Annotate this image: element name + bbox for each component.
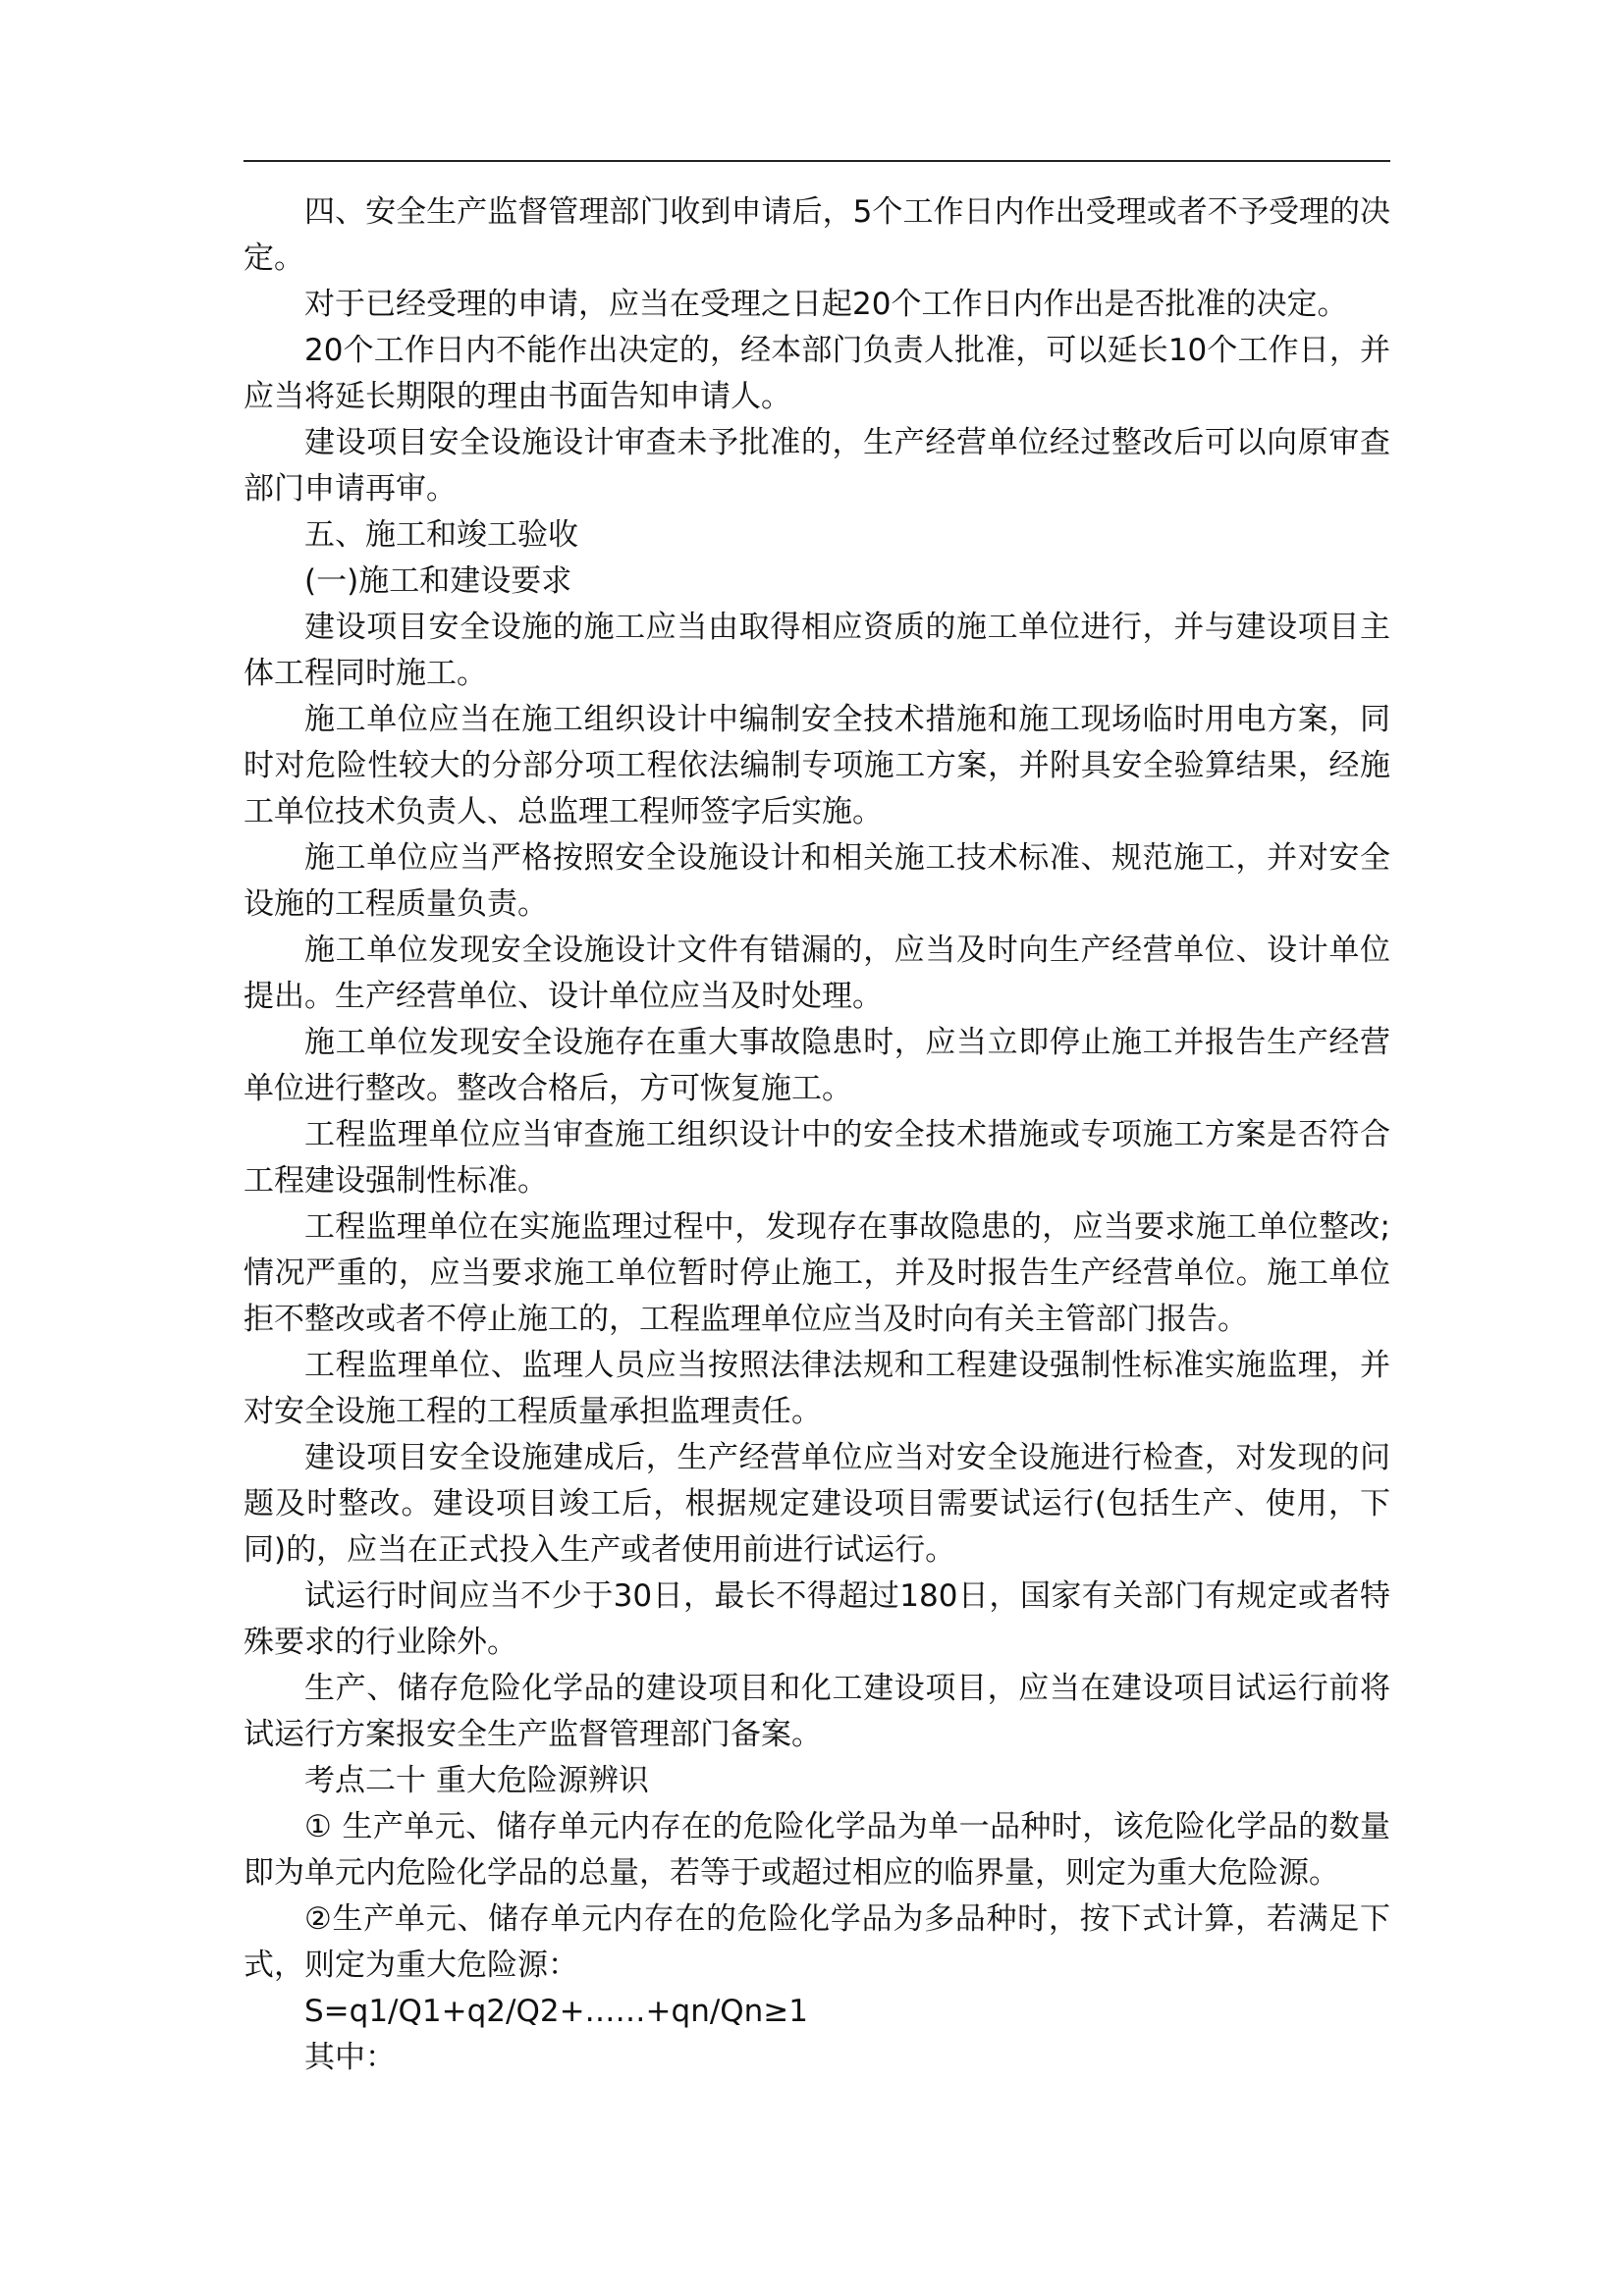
header-rule (244, 160, 1390, 162)
paragraph: 试运行时间应当不少于30日，最长不得超过180日，国家有关部门有规定或者特殊要求的行业除外。 (244, 1578, 1390, 1660)
paragraph: 施工单位应当在施工组织设计中编制安全技术措施和施工现场临时用电方案，同时对危险性较大的分部分项工程依法编制专项施工方案，并附具安全验算结果，经施工单位技术负责人、总监理工程师签字后实施。 (244, 702, 1390, 829)
paragraph: 工程监理单位在实施监理过程中，发现存在事故隐患的，应当要求施工单位整改;情况严重的，应当要求施工单位暂时停止施工，并及时报告生产经营单位。施工单位拒不整改或者不停止施工的，工程监理单位应当及时向有关主管部门报告。 (244, 1209, 1390, 1337)
topic-heading: 考点二十 重大危险源辨识 (304, 1763, 649, 1798)
document-body (244, 189, 1390, 2081)
paragraph: 建设项目安全设施设计审查未予批准的，生产经营单位经过整改后可以向原审查部门申请再审。 (244, 425, 1390, 507)
paragraph: 四、安全生产监督管理部门收到申请后，5个工作日内作出受理或者不予受理的决定。 (244, 194, 1390, 276)
subsection-heading: (一)施工和建设要求 (304, 563, 572, 599)
paragraph: 施工单位发现安全设施设计文件有错漏的，应当及时向生产经营单位、设计单位提出。生产经营单位、设计单位应当及时处理。 (244, 933, 1390, 1014)
formula: S=q1/Q1+q2/Q2+……+qn/Qn≥1 (304, 1994, 809, 2029)
paragraph: 建设项目安全设施建成后，生产经营单位应当对安全设施进行检查，对发现的问题及时整改。建设项目竣工后，根据规定建设项目需要试运行(包括生产、使用，下同)的，应当在正式投入生产或者使用前进行试运行。 (244, 1440, 1390, 1568)
paragraph: 其中： (304, 2040, 396, 2075)
paragraph: ②生产单元、储存单元内存在的危险化学品为多品种时，按下式计算，若满足下式，则定为重大危险源： (244, 1901, 1390, 1983)
paragraph: 施工单位应当严格按照安全设施设计和相关施工技术标准、规范施工，并对安全设施的工程质量负责。 (244, 840, 1390, 922)
paragraph: 建设项目安全设施的施工应当由取得相应资质的施工单位进行，并与建设项目主体工程同时施工。 (244, 610, 1390, 691)
paragraph: 工程监理单位应当审查施工组织设计中的安全技术措施或专项施工方案是否符合工程建设强制性标准。 (244, 1117, 1390, 1199)
paragraph: 施工单位发现安全设施存在重大事故隐患时，应当立即停止施工并报告生产经营单位进行整改。整改合格后，方可恢复施工。 (244, 1025, 1390, 1106)
paragraph: 生产、储存危险化学品的建设项目和化工建设项目，应当在建设项目试运行前将试运行方案报安全生产监督管理部门备案。 (244, 1671, 1390, 1752)
paragraph: 20个工作日内不能作出决定的，经本部门负责人批准，可以延长10个工作日，并应当将延长期限的理由书面告知申请人。 (244, 333, 1390, 414)
section-heading: 五、施工和竣工验收 (304, 517, 578, 553)
paragraph: 对于已经受理的申请，应当在受理之日起20个工作日内作出是否批准的决定。 (304, 287, 1348, 322)
paragraph: 工程监理单位、监理人员应当按照法律法规和工程建设强制性标准实施监理，并对安全设施工程的工程质量承担监理责任。 (244, 1348, 1390, 1429)
paragraph: ① 生产单元、储存单元内存在的危险化学品为单一品种时，该危险化学品的数量即为单元内危险化学品的总量，若等于或超过相应的临界量，则定为重大危险源。 (244, 1809, 1390, 1891)
